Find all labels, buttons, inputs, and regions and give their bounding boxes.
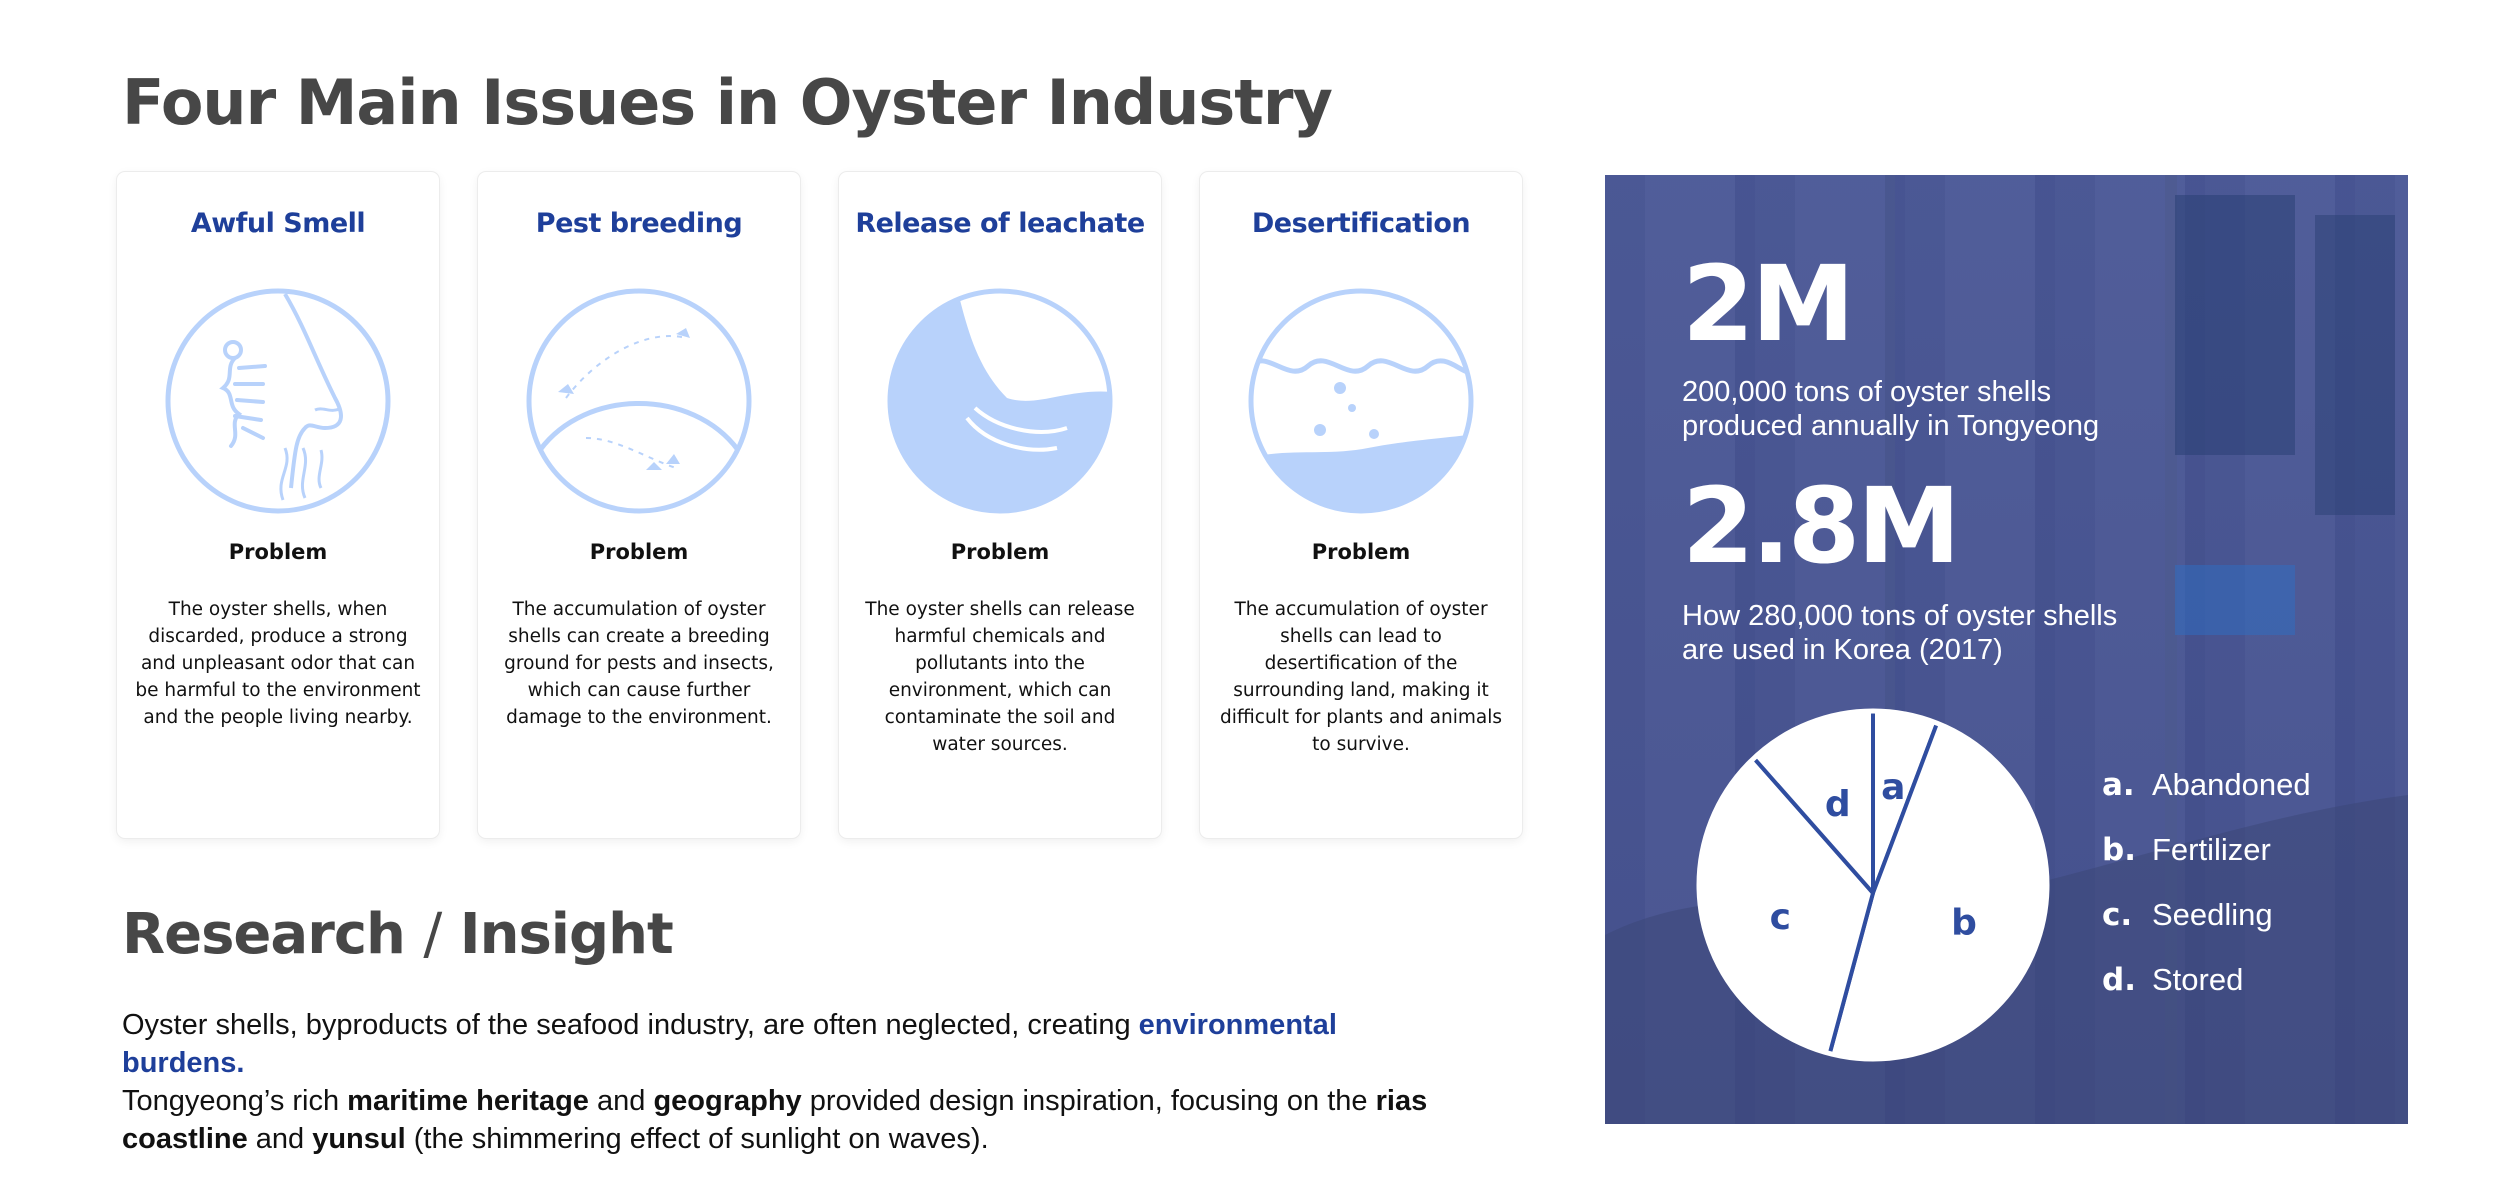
legend-key: d.: [2102, 962, 2136, 998]
para-highlight: environmental burdens.: [122, 1009, 1337, 1079]
pie-legend: [2102, 767, 2311, 1027]
nose-smell-icon: [165, 288, 391, 514]
card-description: The accumulation of oyster shells can lead to desertification of the surrounding land, making it difficult for plants and animals to survive.: [1220, 599, 1502, 755]
legend-key: b.: [2102, 832, 2136, 868]
para-bold: maritime heritage: [347, 1085, 589, 1117]
card-description: The oyster shells can release harmful chemicals and pollutants into the environment, which can contaminate the soil and water sources.: [865, 599, 1135, 755]
para-text: provided design inspiration, focusing on the: [801, 1085, 1376, 1117]
card-problem-label: Problem: [1311, 540, 1411, 564]
legend-label: Fertilizer: [2152, 832, 2271, 867]
research-heading-part2: Insight: [459, 902, 673, 967]
issue-card-release-of-leachate: [839, 172, 1161, 838]
issue-card-awful-smell: [117, 172, 439, 838]
card-title: Awful Smell: [190, 208, 366, 239]
research-heading-part1: Research: [122, 902, 405, 967]
para-bold: rias coastline: [122, 1085, 1428, 1155]
leachate-wave-icon: [887, 288, 1113, 514]
para-bold: yunsul: [312, 1123, 406, 1155]
pie-label-d: d: [1824, 784, 1851, 826]
para-text: (the shimmering effect of sunlight on waves).: [405, 1123, 989, 1155]
card-problem-label: Problem: [950, 540, 1050, 564]
stat-2m: 2M: [1682, 243, 1852, 365]
card-title: Pest breeding: [535, 208, 743, 239]
research-paragraph: [122, 1006, 1442, 1158]
research-heading-slash: /: [423, 902, 442, 967]
pest-icon: [526, 288, 752, 514]
legend-key: a.: [2102, 767, 2135, 803]
para-bold: geography: [653, 1085, 802, 1117]
page-title: Four Main Issues in Oyster Industry: [122, 66, 1332, 139]
stat-2-8m-caption-line2: are used in Korea (2017): [1682, 634, 2003, 666]
card-description: The oyster shells, when discarded, produce a strong and unpleasant odor that can be harmful to the environment and the people living nearby.: [135, 599, 421, 728]
card-problem-label: Problem: [228, 540, 328, 564]
para-text: and: [588, 1085, 654, 1117]
legend-label: Stored: [2152, 962, 2244, 997]
legend-label: Seedling: [2152, 897, 2273, 932]
card-title: Desertification: [1251, 208, 1471, 239]
card-description: The accumulation of oyster shells can create a breeding ground for pests and insects, which can cause further damage to the environment.: [504, 599, 774, 728]
legend-item-abandoned: [2102, 767, 2311, 832]
stats-panel: [1605, 175, 2408, 1124]
legend-item-stored: [2102, 962, 2311, 1027]
legend-item-fertilizer: [2102, 832, 2311, 897]
pie-label-a: a: [1881, 767, 1906, 809]
research-heading: [122, 902, 673, 967]
desertification-icon: [1248, 288, 1474, 514]
stat-2m-caption-line1: 200,000 tons of oyster shells: [1682, 376, 2052, 408]
legend-label: Abandoned: [2152, 767, 2311, 802]
issue-card-desertification: [1200, 172, 1522, 838]
pie-label-b: b: [1951, 902, 1977, 944]
stat-2-8m: 2.8M: [1682, 465, 1958, 587]
issue-card-pest-breeding: [478, 172, 800, 838]
card-title: Release of leachate: [855, 208, 1145, 239]
para-text: and: [247, 1123, 313, 1155]
card-problem-label: Problem: [589, 540, 689, 564]
para-text: Tongyeong’s rich: [122, 1085, 348, 1117]
para-text: Oyster shells, byproducts of the seafood industry, are often neglected, creating: [122, 1009, 1139, 1041]
stat-2-8m-caption-line1: How 280,000 tons of oyster shells: [1682, 600, 2118, 632]
legend-item-seedling: [2102, 897, 2311, 962]
pie-label-c: c: [1769, 896, 1791, 938]
legend-key: c.: [2102, 897, 2133, 933]
stat-2m-caption-line2: produced annually in Tongyeong: [1682, 410, 2100, 442]
usage-pie-chart: [1693, 705, 2053, 1065]
